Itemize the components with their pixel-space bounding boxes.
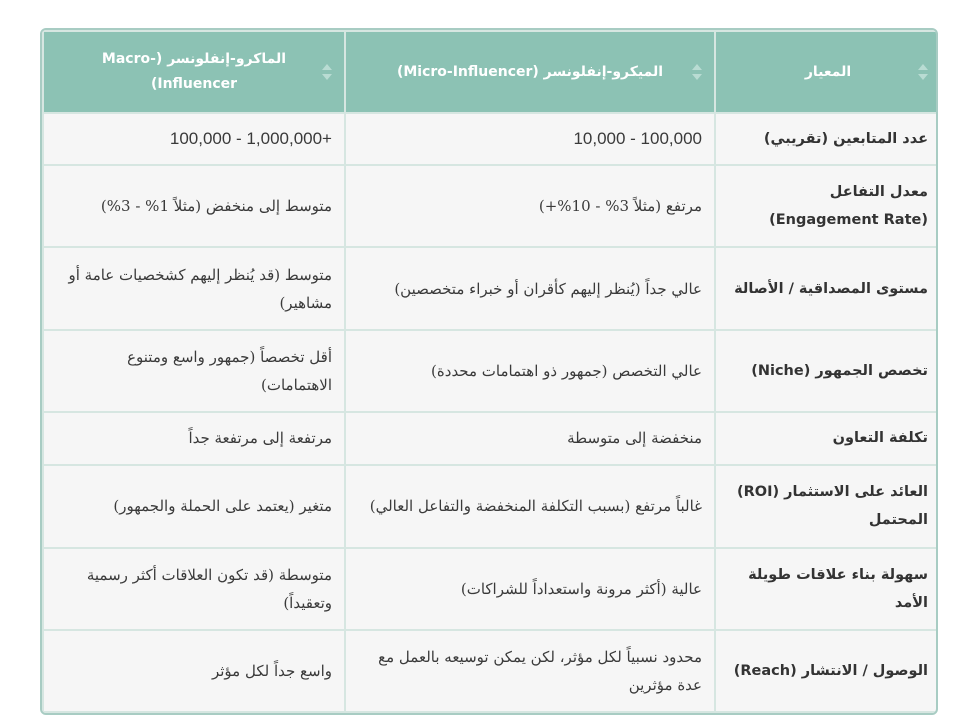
macro-cell: متغير (يعتمد على الحملة والجمهور) bbox=[43, 465, 345, 548]
micro-cell: محدود نسبياً لكل مؤثر، لكن يمكن توسيعه بالعمل مع عدة مؤثرين bbox=[345, 630, 715, 712]
comparison-table-container bbox=[40, 28, 938, 715]
header-macro-influencer[interactable] bbox=[43, 31, 345, 113]
sort-arrows-icon[interactable] bbox=[692, 64, 702, 80]
criterion-cell: العائد على الاستثمار (ROI) المحتمل bbox=[715, 465, 938, 548]
micro-cell: منخفضة إلى متوسطة bbox=[345, 412, 715, 464]
criterion-cell: مستوى المصداقية / الأصالة bbox=[715, 247, 938, 330]
table-row bbox=[43, 165, 938, 247]
micro-cell: 10,000 - 100,000 bbox=[345, 113, 715, 165]
macro-cell: متوسط إلى منخفض (مثلاً 1% - 3%) bbox=[43, 165, 345, 247]
micro-cell: عالية (أكثر مرونة واستعداداً للشراكات) bbox=[345, 548, 715, 630]
macro-cell: متوسط (قد يُنظر إليهم كشخصيات عامة أو مشاهير) bbox=[43, 247, 345, 330]
header-criterion[interactable] bbox=[715, 31, 938, 113]
criterion-cell: معدل التفاعل (Engagement Rate) bbox=[715, 165, 938, 247]
table-row bbox=[43, 630, 938, 712]
table-row bbox=[43, 113, 938, 165]
table-row bbox=[43, 465, 938, 548]
table-row bbox=[43, 548, 938, 630]
macro-cell: واسع جداً لكل مؤثر bbox=[43, 630, 345, 712]
macro-cell: متوسطة (قد تكون العلاقات أكثر رسمية وتعقيداً) bbox=[43, 548, 345, 630]
criterion-cell: عدد المتابعين (تقريبي) bbox=[715, 113, 938, 165]
criterion-cell: تخصص الجمهور (Niche) bbox=[715, 330, 938, 412]
macro-cell: 100,000 - 1,000,000+ bbox=[43, 113, 345, 165]
micro-cell: غالباً مرتفع (بسبب التكلفة المنخفضة والتفاعل العالي) bbox=[345, 465, 715, 548]
criterion-cell: تكلفة التعاون bbox=[715, 412, 938, 464]
comparison-table bbox=[42, 30, 938, 713]
macro-cell: أقل تخصصاً (جمهور واسع ومتنوع الاهتمامات) bbox=[43, 330, 345, 412]
table-row bbox=[43, 330, 938, 412]
header-label: المعيار bbox=[804, 63, 852, 80]
micro-cell: عالي التخصص (جمهور ذو اهتمامات محددة) bbox=[345, 330, 715, 412]
macro-cell: مرتفعة إلى مرتفعة جداً bbox=[43, 412, 345, 464]
table-header-row bbox=[43, 31, 938, 113]
criterion-cell: الوصول / الانتشار (Reach) bbox=[715, 630, 938, 712]
sort-arrows-icon[interactable] bbox=[322, 64, 332, 80]
sort-arrows-icon[interactable] bbox=[918, 64, 928, 80]
table-row bbox=[43, 247, 938, 330]
table-row bbox=[43, 412, 938, 464]
header-micro-influencer[interactable] bbox=[345, 31, 715, 113]
criterion-cell: سهولة بناء علاقات طويلة الأمد bbox=[715, 548, 938, 630]
micro-cell: مرتفع (مثلاً 3% - 10%+) bbox=[345, 165, 715, 247]
header-label: الماكرو-إنفلونسر (Macro-Influencer) bbox=[101, 51, 287, 92]
micro-cell: عالي جداً (يُنظر إليهم كأقران أو خبراء متخصصين) bbox=[345, 247, 715, 330]
header-label: الميكرو-إنفلونسر (Micro-Influencer) bbox=[396, 63, 664, 80]
